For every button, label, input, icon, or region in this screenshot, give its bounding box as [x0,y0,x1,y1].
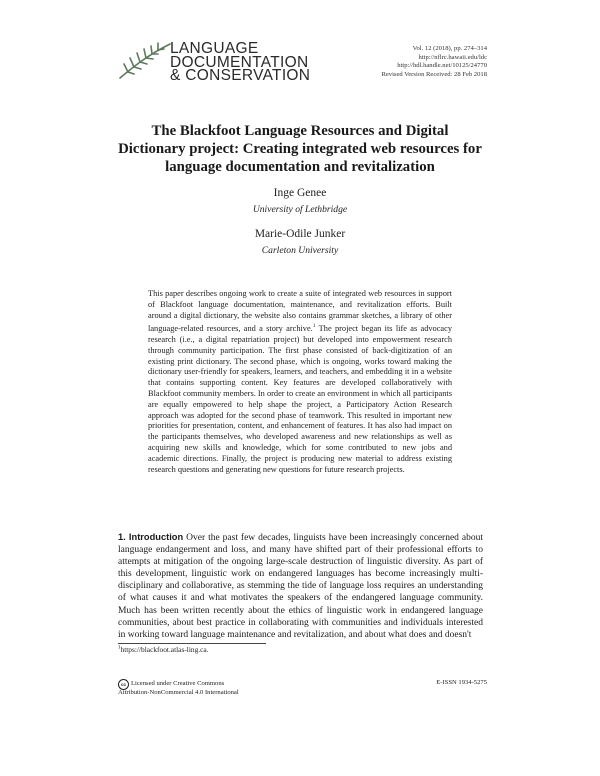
license-line-1: Licensed under Creative Commons [131,680,225,687]
logo-line-1: LANGUAGE [170,40,259,57]
eissn: E-ISSN 1934-5275 [436,679,487,686]
introduction-section [118,531,483,641]
abstract-text-part-2: The project began its life as advocacy research (i.e., a digital repatriation project) but developed into empowerment research through community participation. The first phase consisted of back-digitization of an existing print dictionary. The second phase, which is ongoing, works toward making the dictionary user-friendly for speakers, learners, and teachers, and embedding it in a website that contains supporting content. Key features are developed collaboratively with Blackfoot community members. In order to create an environment in which all participants are equally empowered to help shape the project, a Participatory Action Research approach was adopted for the second phase of teamwork. This resulted in important new priorities for presentation, content, and enhancement of features. It has also had impact on the participants themselves, who developed awareness and new relationships as well as acquiring new skills and knowledge, which for some contributed to new jobs and academic directions. Finally, the project is producing new material to address existing research questions and generating new questions for future research projects. [148,324,453,474]
license-line-2: Attribution-NonCommercial 4.0 International [118,689,239,696]
journal-name [170,42,310,83]
introduction-text: Over the past few decades, linguists have been increasingly concerned about language endangerment and loss, and many have shifted part of their professional efforts to attempts at mitigation of the ongoing large-scale destruction of linguistic diversity. As part of this development, linguistic work on endangered languages has become increasingly multi-disciplinary and collaborative, as stemming the tide of language loss requires an understanding of what causes it and what motivates the speakers of the endangered language community. Much has been written recently about the ethics of linguistic work in endangered language communities, about best practice in collaborating with communities and individuals interested in working toward language maintenance and revitalization, and about what does and doesn't [118,533,483,640]
publication-meta [381,45,487,79]
paper-title [100,122,500,176]
title-line: language documentation and revitalization [165,159,435,175]
revised-date: Revised Version Received: 28 Feb 2018 [381,70,487,78]
abstract [148,289,452,475]
handle-url[interactable]: http://hdl.handle.net/10125/24770 [397,62,487,70]
footnote-link[interactable]: https://blackfoot.atlas-ling.ca. [120,645,209,654]
title-line: The Blackfoot Language Resources and Digital [151,123,449,139]
title-line: Dictionary project: Creating integrated web resources for [118,141,482,157]
author-affiliation: University of Lethbridge [252,204,348,215]
footnote-mark: 1 [118,645,121,651]
footnote-divider [118,643,266,644]
author-name: Inge Genee [273,187,327,199]
creative-commons-icon: cc [118,679,129,690]
volume-info: Vol. 12 (2018), pp. 274–314 [412,45,487,52]
author-name: Marie-Odile Junker [254,228,346,240]
logo-line-3: & CONSERVATION [170,67,311,84]
journal-logo [118,40,311,96]
fern-leaf-icon [118,40,172,80]
footnote-ref[interactable]: 1 [312,323,316,330]
journal-url[interactable]: http://nflrc.hawaii.edu/ldc [418,53,487,61]
author-affiliation: Carleton University [261,245,339,256]
footnote [118,645,209,654]
section-heading: 1. Introduction [118,532,184,542]
abstract-text-part-1: This paper describes ongoing work to create a suite of integrated web resources in support of Blackfoot language documentation, maintenance, and revitalization efforts. Built around a digital dictionary, the website also contains grammar sketches, a library of other language-related resources, and a story archive. [148,289,452,334]
logo-line-2: DOCUMENTATION [170,53,309,71]
